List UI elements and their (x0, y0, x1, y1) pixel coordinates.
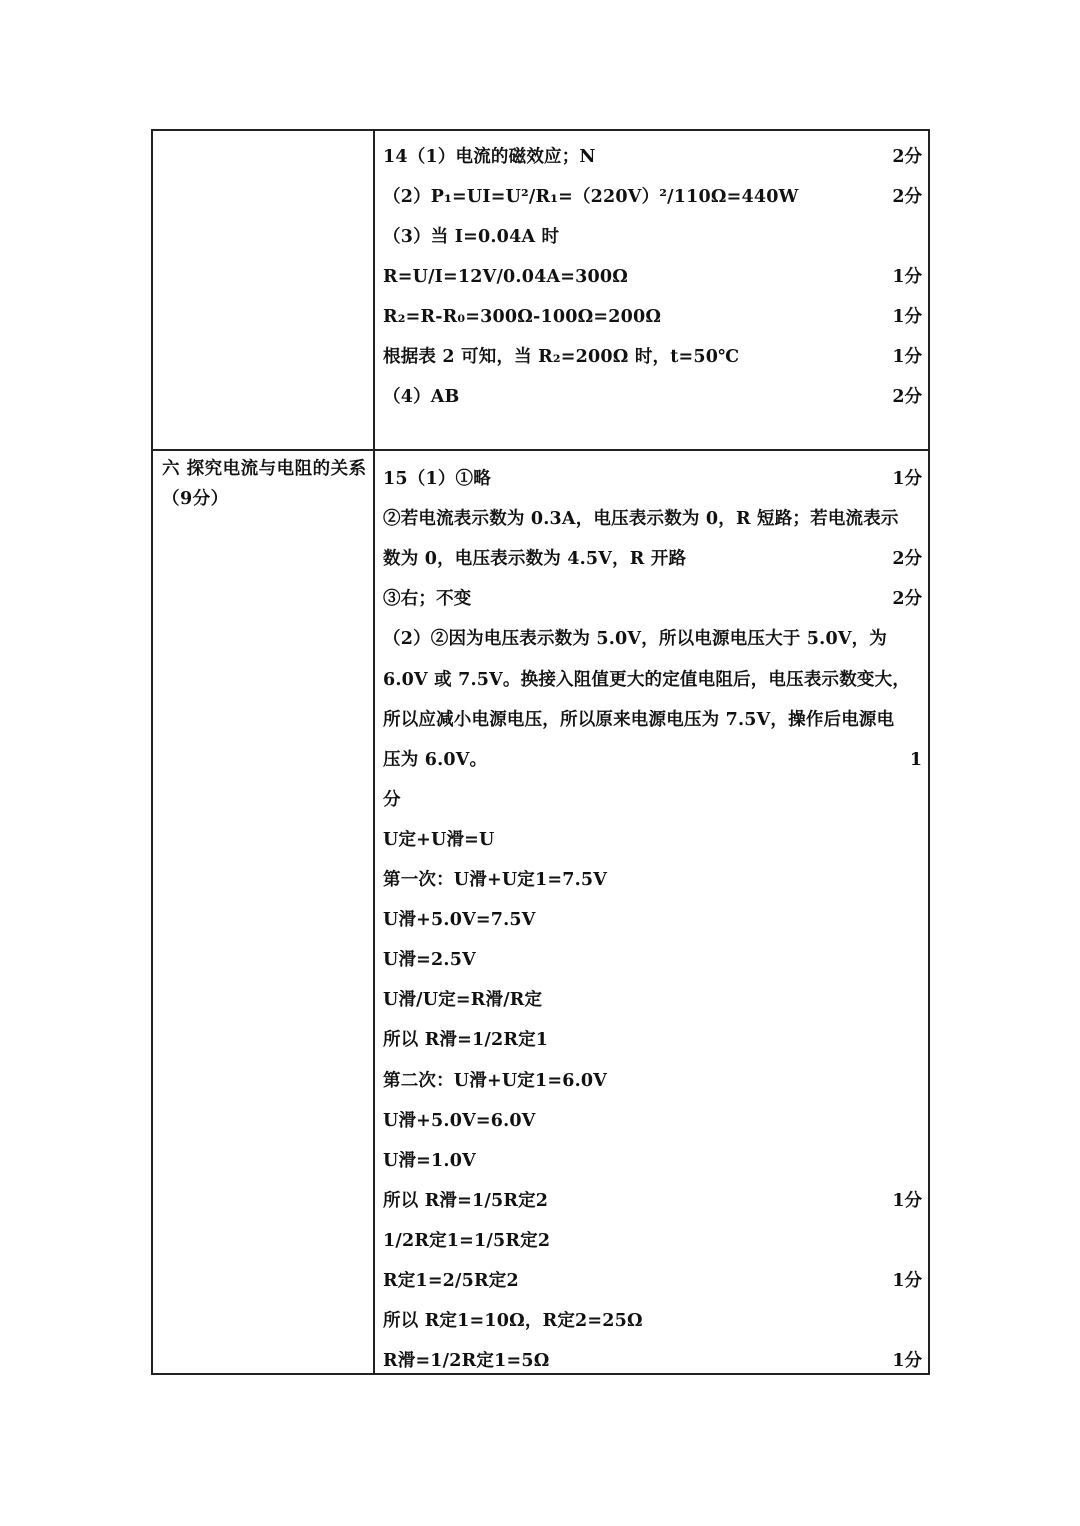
answer-text: 根据表 2 可知，当 R₂=200Ω 时，t=50℃ (383, 347, 740, 367)
answer-text: U滑+5.0V=7.5V (383, 910, 536, 931)
q15-answer-line (383, 983, 542, 1017)
q15-answer-line (383, 1344, 550, 1378)
q14-answer-line (383, 140, 596, 174)
q14-answer-line (383, 380, 460, 414)
answer-text: （4）AB (383, 387, 460, 407)
points-label: 1 (909, 749, 922, 770)
answer-text: R定1=2/5R定2 (383, 1271, 519, 1291)
q15-answer-line (383, 703, 894, 737)
points-label: 1分 (892, 469, 922, 489)
q15-answer-line (383, 502, 899, 536)
answer-text: ③右；不变 (383, 589, 472, 610)
answer-text: （3）当 I=0.04A 时 (383, 227, 560, 247)
q15-answer-line (383, 1184, 548, 1218)
q14-answer-line (383, 220, 559, 254)
q14-answer-line (383, 340, 739, 374)
points-label: 2分 (892, 589, 922, 610)
q15-answer-line (383, 542, 686, 576)
answer-text: 分 (383, 789, 401, 810)
q14-answer-line (383, 260, 628, 294)
answer-text: U滑=2.5V (383, 950, 476, 971)
points-label: 1分 (892, 1271, 922, 1291)
q15-answer-line (383, 863, 607, 897)
answer-text: （2）P₁=UI=U²/R₁=（220V）²/110Ω=440W (383, 187, 799, 207)
q15-answer-line (383, 743, 487, 777)
table-right-border (928, 129, 930, 1375)
points-label: 2分 (892, 549, 922, 570)
answer-text: U滑/U定=R滑/R定 (383, 990, 543, 1011)
points-label: 1分 (892, 1351, 922, 1372)
answer-text: ②若电流表示数为 0.3A，电压表示数为 0，R 短路；若电流表示 (383, 509, 899, 530)
q14-answer-line (383, 180, 798, 214)
answer-text: U滑=1.0V (383, 1150, 476, 1171)
q15-answer-line (383, 783, 401, 817)
q15-answer-line (383, 1144, 476, 1178)
points-label: 2分 (892, 147, 922, 167)
answer-text: 数为 0，电压表示数为 4.5V，R 开路 (383, 549, 687, 570)
q15-answer-line (383, 823, 495, 857)
table-row-divider (151, 449, 930, 451)
answer-text: 6.0V 或 7.5V。换接入阻值更大的定值电阻后，电压表示数变大， (383, 669, 911, 690)
answer-text: U定+U滑=U (383, 829, 495, 850)
q15-answer-line (383, 1304, 643, 1338)
q15-answer-line (383, 582, 472, 616)
answer-text: 第二次：U滑+U定1=6.0V (383, 1070, 608, 1091)
q15-answer-line (383, 462, 491, 496)
q15-answer-line (383, 943, 476, 977)
points-label: 1分 (892, 307, 922, 327)
answer-text: 压为 6.0V。 (383, 749, 488, 770)
answer-text: 所以 R滑=1/2R定1 (383, 1030, 549, 1051)
q15-answer-line (383, 1264, 519, 1298)
q15-answer-line (383, 1023, 548, 1057)
q15-answer-line (383, 622, 887, 656)
q15-answer-line (383, 1224, 550, 1258)
answer-text: U滑+5.0V=6.0V (383, 1110, 536, 1131)
points-label: 1分 (892, 1190, 922, 1211)
answer-text: R₂=R-R₀=300Ω-100Ω=200Ω (383, 307, 662, 327)
q14-answer-line (383, 300, 661, 334)
table-left-border (151, 129, 153, 1375)
answer-text: 14（1）电流的磁效应；N (383, 147, 596, 167)
table-column-divider (373, 129, 375, 1375)
answer-text: 15（1）①略 (383, 469, 491, 489)
answer-text: 所以 R滑=1/5R定2 (383, 1190, 549, 1211)
q15-answer-line (383, 903, 536, 937)
answer-text: R=U/I=12V/0.04A=300Ω (383, 267, 629, 287)
table-top-border (151, 129, 930, 131)
answer-text: 1/2R定1=1/5R定2 (383, 1230, 551, 1251)
answer-text: 第一次：U滑+U定1=7.5V (383, 870, 608, 890)
points-label: 1分 (892, 347, 922, 367)
q15-answer-line (383, 1064, 607, 1098)
points-label: 2分 (892, 387, 922, 407)
q15-answer-line (383, 1104, 536, 1138)
points-label: 2分 (892, 187, 922, 207)
q15-answer-line (383, 663, 910, 697)
answer-text: 所以应减小电源电压，所以原来电源电压为 7.5V，操作后电源电 (383, 709, 895, 730)
answer-text: R滑=1/2R定1=5Ω (383, 1351, 550, 1372)
section-title: 六 探究电流与电阻的关系（9分） (162, 459, 367, 509)
answer-text: （2）②因为电压表示数为 5.0V，所以电源电压大于 5.0V，为 (383, 629, 888, 650)
answer-text: 所以 R定1=10Ω，R定2=25Ω (383, 1311, 643, 1332)
points-label: 1分 (892, 267, 922, 287)
